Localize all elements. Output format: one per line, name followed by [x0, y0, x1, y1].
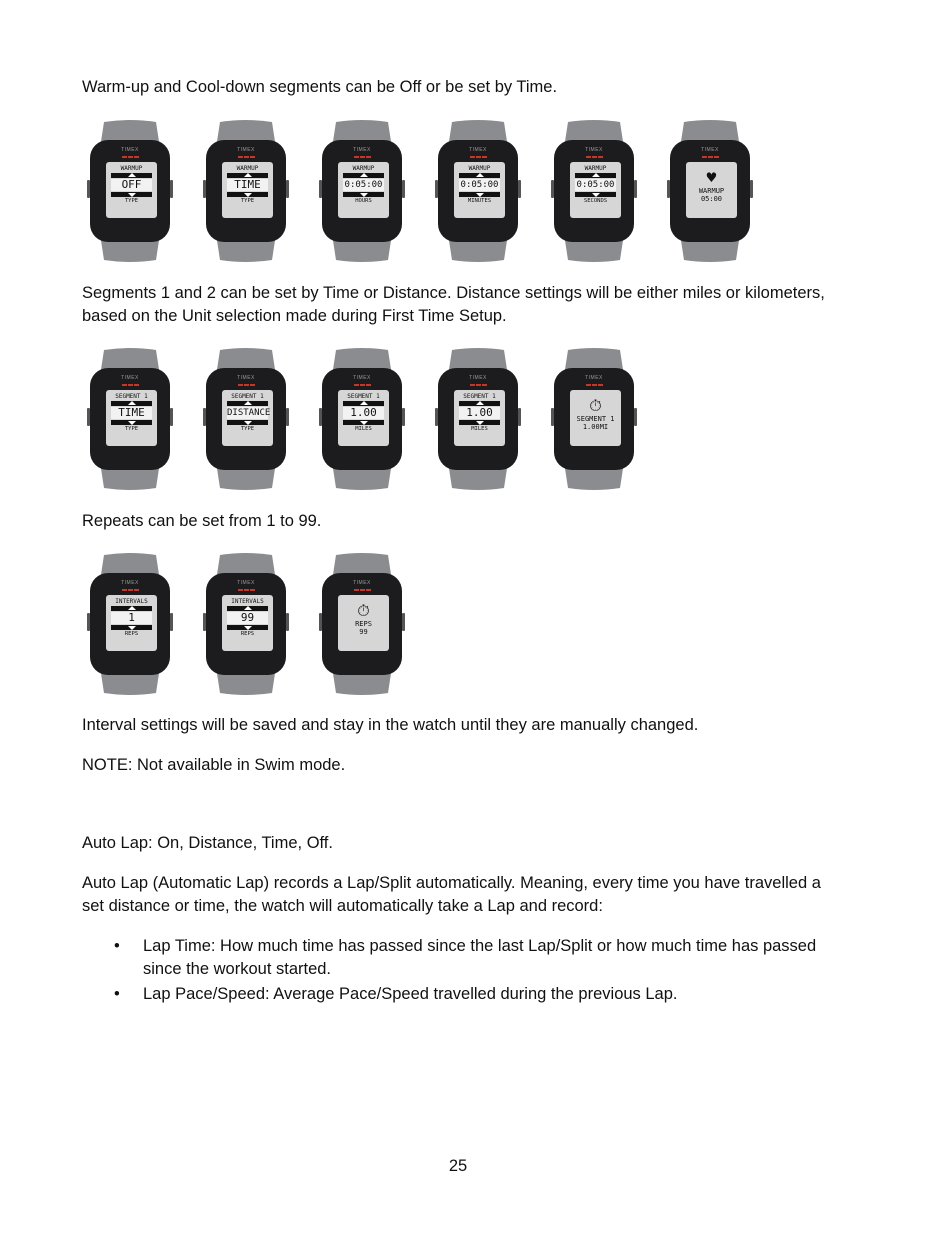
watch-brand-label: TIMEX	[237, 580, 255, 586]
screen-field-label: HOURS	[355, 198, 372, 204]
up-arrow-glyph	[592, 173, 600, 177]
up-arrow-icon	[343, 173, 384, 178]
intervals-watch-row	[86, 553, 406, 695]
watch-display-image	[318, 348, 406, 490]
screen-value: DISTANCE	[227, 408, 271, 418]
up-arrow-icon	[111, 401, 152, 406]
down-arrow-icon	[343, 192, 384, 197]
warmup-watch-row	[86, 120, 754, 262]
segment-watch-row	[86, 348, 638, 490]
watch-display-image	[434, 348, 522, 490]
warmup-intro-text: Warm-up and Cool-down segments can be Off or be set by Time.	[82, 78, 558, 96]
down-arrow-icon	[459, 192, 500, 197]
up-arrow-glyph	[476, 173, 484, 177]
screen-title: INTERVALS	[231, 598, 264, 605]
down-arrow-glyph	[476, 193, 484, 197]
down-arrow-glyph	[360, 421, 368, 425]
up-arrow-icon	[111, 173, 152, 178]
screen-value: 99	[227, 612, 268, 624]
up-arrow-icon	[227, 401, 268, 406]
watch-screen	[689, 165, 734, 215]
watch-brand-label: TIMEX	[121, 580, 139, 586]
down-arrow-icon	[111, 625, 152, 630]
down-arrow-icon	[227, 420, 268, 425]
screen-summary-value: 05:00	[700, 195, 723, 203]
up-arrow-glyph	[128, 173, 136, 177]
screen-field-label: TYPE	[124, 198, 139, 204]
watch-brand-label: TIMEX	[353, 375, 371, 381]
watch-screen	[109, 598, 154, 648]
screen-title: WARMUP	[352, 165, 375, 172]
autolap-options-text: Auto Lap: On, Distance, Time, Off.	[82, 834, 333, 852]
up-arrow-glyph	[244, 606, 252, 610]
screen-value: 1.00	[459, 407, 500, 419]
down-arrow-glyph	[244, 626, 252, 630]
heart-icon: ♥	[706, 168, 717, 187]
down-arrow-glyph	[360, 193, 368, 197]
watch-brand-label: TIMEX	[121, 147, 139, 153]
screen-value: 0:05:00	[576, 180, 615, 190]
bullet-item	[110, 935, 830, 981]
watch-display-image	[550, 348, 638, 490]
screen-summary-label: WARMUP	[698, 187, 725, 195]
watch-brand-label: TIMEX	[469, 147, 487, 153]
watch-display-image	[550, 120, 638, 262]
watch-brand-label: TIMEX	[237, 375, 255, 381]
screen-value: OFF	[111, 179, 152, 191]
up-arrow-glyph	[360, 401, 368, 405]
screen-summary-value: 1.00MI	[582, 423, 609, 431]
repeats-intro-text: Repeats can be set from 1 to 99.	[82, 512, 322, 530]
watch-screen	[341, 598, 386, 648]
watch-brand-label: TIMEX	[237, 147, 255, 153]
bullet-text: Lap Time: How much time has passed since the last Lap/Split or how much time has passed since the workout started.	[143, 937, 817, 978]
watch-display-image	[202, 348, 290, 490]
bullet-text: Lap Pace/Speed: Average Pace/Speed travelled during the previous Lap.	[143, 985, 678, 1003]
down-arrow-icon	[459, 420, 500, 425]
watch-screen	[225, 598, 270, 648]
watch-display-image	[86, 348, 174, 490]
watch-screen	[573, 165, 618, 215]
up-arrow-glyph	[244, 173, 252, 177]
screen-field-label: MILES	[355, 426, 372, 432]
screen-field-label: TYPE	[240, 198, 255, 204]
down-arrow-icon	[111, 192, 152, 197]
watch-screen	[457, 393, 502, 443]
up-arrow-glyph	[128, 401, 136, 405]
watch-brand-label: TIMEX	[353, 580, 371, 586]
down-arrow-glyph	[244, 421, 252, 425]
screen-field-label: MILES	[471, 426, 488, 432]
up-arrow-icon	[227, 606, 268, 611]
screen-field-label: TYPE	[124, 426, 139, 432]
screen-title: WARMUP	[468, 165, 491, 172]
screen-field-label: REPS	[124, 631, 139, 637]
screen-title: WARMUP	[236, 165, 259, 172]
down-arrow-glyph	[592, 193, 600, 197]
screen-title: SEGMENT 1	[347, 393, 380, 400]
down-arrow-icon	[227, 192, 268, 197]
bullet-dot: •	[114, 985, 120, 1003]
saved-note-text: Interval settings will be saved and stay in the watch until they are manually changed.	[82, 716, 699, 734]
watch-brand-label: TIMEX	[701, 147, 719, 153]
autolap-bullet-list	[110, 935, 830, 1008]
watch-display-image	[202, 120, 290, 262]
screen-title: WARMUP	[584, 165, 607, 172]
watch-brand-label: TIMEX	[353, 147, 371, 153]
watch-brand-label: TIMEX	[121, 375, 139, 381]
bullet-dot: •	[114, 937, 120, 955]
watch-display-image	[434, 120, 522, 262]
watch-screen	[225, 393, 270, 443]
watch-screen	[341, 165, 386, 215]
autolap-description-text: Auto Lap (Automatic Lap) records a Lap/Split automatically. Meaning, every time you have travelled a set distance or time, the watch will automatically take a Lap and record:	[82, 874, 821, 915]
watch-screen	[573, 393, 618, 443]
stopwatch-icon: ⏱	[589, 396, 602, 415]
screen-field-label: TYPE	[240, 426, 255, 432]
watch-display-image	[86, 120, 174, 262]
watch-screen	[341, 393, 386, 443]
up-arrow-icon	[227, 173, 268, 178]
down-arrow-icon	[111, 420, 152, 425]
up-arrow-glyph	[128, 606, 136, 610]
watch-brand-label: TIMEX	[585, 147, 603, 153]
up-arrow-glyph	[244, 401, 252, 405]
screen-title: SEGMENT 1	[463, 393, 496, 400]
screen-value: TIME	[227, 179, 268, 191]
down-arrow-icon	[343, 420, 384, 425]
swim-note-text: NOTE: Not available in Swim mode.	[82, 756, 346, 774]
screen-summary-label: SEGMENT 1	[576, 415, 615, 423]
down-arrow-icon	[575, 192, 616, 197]
screen-value: TIME	[111, 407, 152, 419]
up-arrow-icon	[343, 401, 384, 406]
stopwatch-icon: ⏱	[357, 601, 370, 620]
watch-brand-label: TIMEX	[469, 375, 487, 381]
screen-value: 1	[111, 612, 152, 624]
up-arrow-glyph	[360, 173, 368, 177]
watch-display-image	[202, 553, 290, 695]
watch-display-image	[86, 553, 174, 695]
down-arrow-glyph	[128, 626, 136, 630]
down-arrow-glyph	[128, 421, 136, 425]
down-arrow-icon	[227, 625, 268, 630]
screen-value: 0:05:00	[344, 180, 383, 190]
up-arrow-glyph	[476, 401, 484, 405]
down-arrow-glyph	[128, 193, 136, 197]
screen-title: WARMUP	[120, 165, 143, 172]
watch-screen	[109, 165, 154, 215]
watch-display-image	[318, 120, 406, 262]
screen-title: SEGMENT 1	[231, 393, 264, 400]
bullet-item	[110, 983, 830, 1006]
screen-title: INTERVALS	[115, 598, 148, 605]
down-arrow-glyph	[476, 421, 484, 425]
screen-field-label: MINUTES	[467, 198, 492, 204]
screen-field-label: REPS	[240, 631, 255, 637]
down-arrow-glyph	[244, 193, 252, 197]
watch-display-image	[666, 120, 754, 262]
screen-summary-label: REPS	[355, 620, 372, 628]
watch-screen	[109, 393, 154, 443]
screen-summary-value: 99	[359, 628, 368, 636]
up-arrow-icon	[575, 173, 616, 178]
watch-screen	[457, 165, 502, 215]
screen-value: 1.00	[343, 407, 384, 419]
screen-value: 0:05:00	[460, 180, 499, 190]
screen-field-label: SECONDS	[583, 198, 608, 204]
up-arrow-icon	[459, 173, 500, 178]
watch-screen	[225, 165, 270, 215]
up-arrow-icon	[111, 606, 152, 611]
screen-title: SEGMENT 1	[115, 393, 148, 400]
up-arrow-icon	[459, 401, 500, 406]
page-number: 25	[448, 1157, 468, 1175]
segments-intro-text: Segments 1 and 2 can be set by Time or Distance. Distance settings will be either miles or kilometers, based on the Unit selection made during First Time Setup.	[82, 284, 825, 325]
watch-brand-label: TIMEX	[585, 375, 603, 381]
watch-display-image	[318, 553, 406, 695]
